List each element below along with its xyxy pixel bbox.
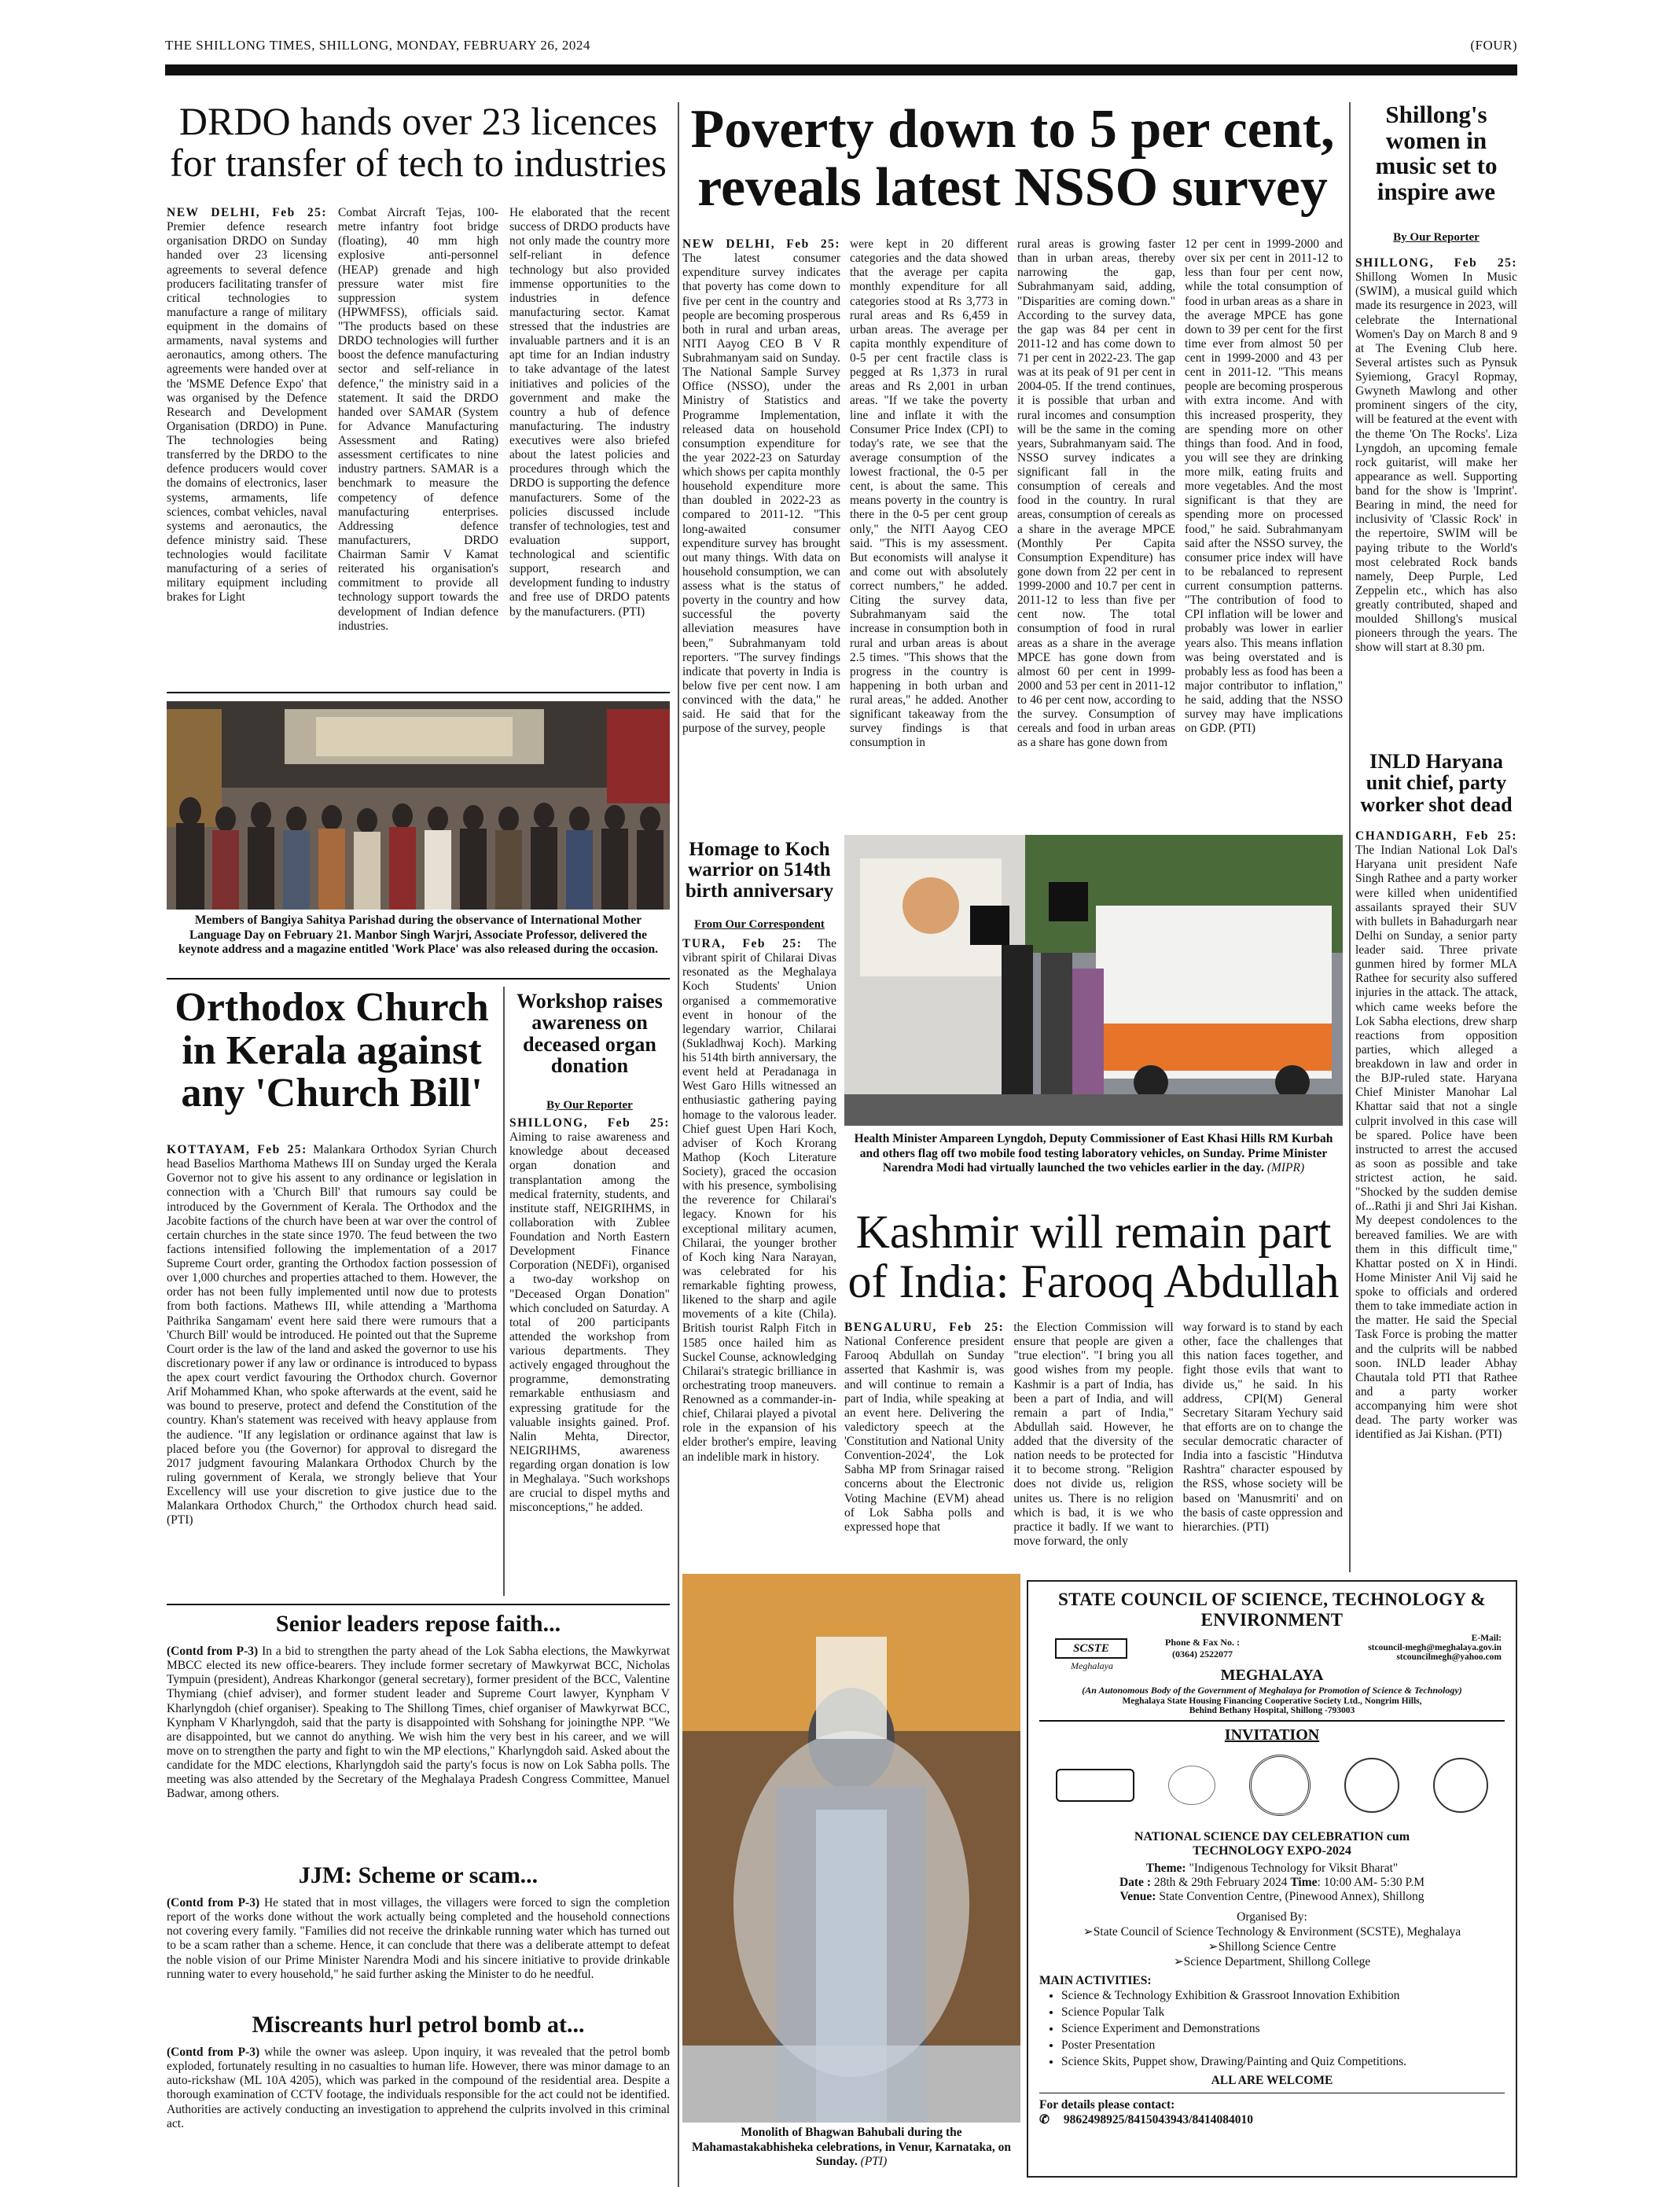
women-headline: Shillong's women in music set to inspire awe: [1375, 101, 1498, 205]
workshop-article: [509, 1116, 670, 1596]
drdo-article: [167, 206, 670, 686]
food-testing-credit: (MIPR): [1266, 1161, 1305, 1175]
scste-logo-text: SCSTE: [1073, 1642, 1109, 1655]
food-testing-caption: [852, 1132, 1335, 1176]
drdo-headline: DRDO hands over 23 licences for transfer of tech to industries: [170, 99, 667, 185]
kashmir-headline: Kashmir will remain part of India: Farooq Abdullah: [847, 1206, 1340, 1307]
miscreants-headline: Miscreants hurl petrol bomb at...: [252, 2012, 585, 2038]
food-testing-vehicles-photo: [844, 835, 1343, 1126]
ad-date: 28th & 29th February 2024: [1153, 1876, 1288, 1889]
senior-headline: Senior leaders repose faith...: [275, 1611, 561, 1637]
kashmir-col1: National Conference president Farooq Abdullah on Sunday asserted that Kashmir is, was and will continue to remain a part of India, while speaking at an event here. Delivering the valedictory speech at the 'Constitution and National Unity Convention-2024', the Lok Sabha MP from Srinagar raised concerns about the Electronic Voting Machine (EVM) ahead of Lok Sabha polls and expressed hope that: [844, 1335, 1005, 1534]
shillong-college-seal-icon: [1433, 1758, 1488, 1813]
ad-time-label: Time: [1290, 1876, 1318, 1889]
ad-logo-row: [1039, 1748, 1505, 1822]
orthodox-dateline: KOTTAYAM, Feb 25:: [167, 1143, 307, 1156]
homage-article: [682, 937, 836, 1550]
ad-activity-item: • Science Skits, Puppet show, Drawing/Painting and Quiz Competitions.: [1061, 2054, 1505, 2071]
ad-email-label: E-Mail:: [1471, 1634, 1502, 1643]
column-rule: [503, 987, 505, 1596]
senior-contd: (Contd from P-3): [167, 1645, 259, 1658]
workshop-dateline: SHILLONG, Feb 25:: [509, 1116, 670, 1130]
inld-dateline: CHANDIGARH, Feb 25:: [1355, 829, 1517, 843]
ad-welcome: ALL ARE WELCOME: [1211, 2073, 1333, 2087]
orthodox-article: [167, 1143, 497, 1595]
bahubali-caption-text: Monolith of Bhagwan Bahubali during the Mahamastakabhisheka celebrations, in Venur, Karnataka, on Sunday.: [692, 2126, 1011, 2169]
section-rule: [167, 692, 670, 693]
homage-body: The vibrant spirit of Chilarai Divas resonated as the Meghalaya Koch Students' Union organised a commemorative event in honour of the legendary warrior, Chilarai (Sukladhwaj Koch). Marking his 514th birth anniversary, the event held at Peradanaga in West Garo Hills witnessed an enthusiastic gathering paying homage to the valorous leader. Chief guest Upen Hari Koch, adviser of Koch Krorang Mathop (Koch Literature Society), graced the occasion with his presence, symbolising the reverence for Chilarai's legacy. Known for his exceptional military acumen, Chilarai, the younger brother of Koch king Nara Narayan, was celebrated for his remarkable fighting prowess, likened to the sharp and agile movements of a kite (Chila). British tourist Ralph Fitch in 1585 once hailed him as Suckel Counse, acknowledging Chilarai's strategic brilliance in orchestrating troop maneuvers. Renowned as a commander-in-chief, Chilarai played a pivotal role in the expansion of his elder brother's empire, leaving an indelible mark in history.: [682, 937, 836, 1464]
miscreants-body: while the owner was asleep. Upon inquiry, it was revealed that the petrol bomb exploded, fortunately resulting in no casualties to human life. However, there was minor damage to an auto-rickshaw (ML 10A 4205), which was parked in the compound of the residential area. Despite a thorough examination of CCTV footage, the individuals responsible for the act could not be identified. Authorities are actively conducting an investigation to apprehend the culprits involved in this criminal act.: [167, 2045, 670, 2130]
ad-theme: "Indigenous Technology for Viksit Bharat": [1189, 1862, 1399, 1875]
photo-graphic: [844, 835, 1343, 1126]
ad-venue-label: Venue:: [1119, 1890, 1156, 1903]
ad-activity-item: • Poster Presentation: [1061, 2038, 1505, 2054]
ad-event-2: TECHNOLOGY EXPO-2024: [1193, 1844, 1351, 1858]
phone-icon: ✆: [1039, 2112, 1050, 2126]
science-centre-seal-icon: [1344, 1758, 1399, 1813]
column-rule: [1349, 102, 1351, 1572]
bangiya-sahitya-photo: [167, 701, 670, 910]
ad-divider: [1039, 1720, 1505, 1722]
section-rule: [167, 1604, 670, 1605]
ad-contact-label: For details please contact:: [1039, 2097, 1175, 2112]
ad-address-1: Meghalaya State Housing Financing Cooperative Society Ltd., Nongrim Hills,: [1122, 1696, 1422, 1706]
drdo-col3: He elaborated that the recent success of DRDO products have not only made the country more self-reliant in defence technology but also provided immense opportunities to the industries in defence manufacturing sector. Kamat stressed that the industries are invaluable partners and it is an apt time for an Indian industry to take advantage of the latest initiatives and policies of the government and make the country a hub of defence manufacturing. The industry executives were also briefed about the latest policies and procedures through which the DRDO is supporting the defence manufacturers. Some of the policies discussed include transfer of technologies, test and evaluation support, technological and scientific support, research and development funding to industry and free use of DRDO patents by the manufacturers. (PTI): [509, 206, 670, 619]
folio-left: THE SHILLONG TIMES, SHILLONG, MONDAY, FEBRUARY 26, 2024: [165, 38, 590, 53]
bahubali-photo: [682, 1574, 1020, 2123]
poverty-article: [682, 237, 1343, 827]
women-article: [1355, 256, 1517, 744]
scste-emblem-icon: [1056, 1769, 1134, 1802]
scste-logo: [1055, 1638, 1127, 1659]
kashmir-col3: way forward is to stand by each other, face the challenges that this nation faces together, and fight those evils that want to divide us," he said. In his address, CPI(M) General Secretary Sitaram Yechury said that efforts are on to change the secular democratic character of India into a fascistic "Hindutva Rashtra" character espoused by the RSS, whose society will be based on 'Manusmriti' and on the basis of caste oppression and hierarchies. (PTI): [1182, 1321, 1343, 1534]
scste-advertisement: [1027, 1580, 1517, 2178]
meghalaya-seal-icon: [1249, 1755, 1311, 1816]
ad-state: MEGHALAYA: [1220, 1667, 1324, 1684]
jjm-body: He stated that in most villages, the villagers were forced to sign the completion report of the works done without the work actually being completed and the household connections not covering every family. "Families did not receive the drinkable running water which has turned out to be a scam rather than a scheme. Hence, it can conclude that there was a deliberate attempt to defeat the noble vision of our Prime Minister Narendra Modi and his sincere initiative to provide drinkable running water to every household," he said further asking the Minister to do he needful.: [167, 1896, 670, 1981]
ad-venue: State Convention Centre, (Pinewood Annex), Shillong: [1159, 1890, 1425, 1903]
inld-headline: INLD Haryana unit chief, party worker shot dead: [1360, 750, 1513, 816]
poverty-col3: rural areas is growing faster than in urban areas, thereby narrowing the gap, Subrahmanyam said, adding, "Disparities are coming down." According to the survey data, the gap was 84 per cent in 2011-12 and has come down to 71 per cent in 2022-23. The gap was at its peak of 91 per cent in 2004-05. If the trend continues, it is possible that urban and rural incomes and consumption will be the same in the coming years, Subrahmanyam said. The NSSO survey indicates a significant fall in the consumption of cereals and food in the country. In rural areas, consumption of cereals as a share in the average MPCE (Monthly Per Capita Consumption Expenditure) has gone down from 22 per cent in 1999-2000 and 10.7 per cent in 2011-12 to less than five per cent now. The total consumption of food in rural areas as a share in the average MPCE has gone down from almost 60 per cent in 1999-2000 and 53 per cent in 2011-12 to 46 per cent now, according to the survey. Consumption of cereals and food in urban areas as a share has gone down from: [1017, 237, 1175, 750]
homage-headline: Homage to Koch warrior on 514th birth anniversary: [685, 839, 834, 902]
women-dateline: SHILLONG, Feb 25:: [1355, 256, 1517, 270]
ad-logo-sub: Meghalaya: [1071, 1660, 1113, 1671]
miscreants-article: [167, 2045, 670, 2183]
drdo-dateline: NEW DELHI, Feb 25:: [167, 206, 327, 219]
section-rule: [167, 978, 670, 980]
food-testing-caption-text: Health Minister Ampareen Lyngdoh, Deputy Commissioner of East Khasi Hills RM Kurbah and others flag off two mobile food testing laboratory vehicles, on Sunday. Prime Minister Narendra Modi had virtually launched the two vehicles earlier in the day.: [854, 1132, 1333, 1175]
ad-title: STATE COUNCIL OF SCIENCE, TECHNOLOGY & ENVIRONMENT: [1058, 1590, 1486, 1630]
jjm-contd: (Contd from P-3): [167, 1896, 260, 1909]
page-folio: [165, 36, 1517, 57]
bahubali-credit: (PTI): [860, 2155, 888, 2169]
ad-organiser-2: ➢Shillong Science Centre: [1208, 1940, 1336, 1954]
senior-body: In a bid to strengthen the party ahead of the Lok Sabha elections, the Mawkyrwat MBCC elected its new office-bearers. They include former secretary of Mawkyrwat BCC, Nicholas Tympuin (president), Andreas Kharkongor (general secretary), former president of the BCC, Valentine Thymiang (chief adviser), and former student leader and Supreme Court lawyer, Kynpham V Kharlyngdoh (chief organiser). Speaking to The Shillong Times, chief organiser of Mawkyrwat BCC, Kynpham V Kharlyngdoh, said that the party is disappointed with Sohshang for joiningthe NPP. "We are disappointed, but we cannot do anything. We wish him the very best in his career, and we will move on to strengthen the party and fight to win the MP elections," Kharlyngdoh said. Asked about the candidate for the MDC elections, Kharlyngdoh said the party's focus is now on Lok Sabha polls. The meeting was also attended by the Secretary of the Meghalaya Pradesh Congress Committee, Manuel Badwar, among others.: [167, 1645, 670, 1801]
kashmir-article: [844, 1321, 1343, 1557]
folio-page-number: (FOUR): [1470, 38, 1517, 53]
senior-article: [167, 1645, 670, 1865]
orthodox-body: Malankara Orthodox Syrian Church head Baselios Marthoma Mathews III on Sunday urged the Kerala Governor not to give his assent to any ordinance or legislation in connection with a 'Church Bill' that rumours say could be introduced by the Government of Kerala. The Orthodox and the Jacobite factions of the church have been at war over the control of certain churches in the state since 1970. The feud between the two factions intensified following the implementation of a 2017 Supreme Court order, granting the Orthodox faction possession of over 1,000 churches and properties attached to them. However, the order has not been fully implemented until now due to protests from both factions. Mathews III, while attending a 'Marthoma Paithrika Sangamam' event here said there were rumours that a 'Church Bill' would be introduced. He pointed out that the Supreme Court order is the law of the land and asked the governor to use his discretionary power if any law or ordinance is introduced to bypass the apex court verdict favouring the Orthodox church. Governor Arif Mohammed Khan, who spoke afterwards at the event, said he was bound to preserve, protect and defend the Constitution of the country. Khan's statement was received with heavy applause from the audience. "If any legislation or ordinance against that law is placed before you (the Governor) for approval to disregard the 2017 judgment favouring Malankara Orthodox Church by the ruling government of Kerala, we strongly believe that Your Excellency will use your discretion to give justice due to the Malankara Orthodox Church," the Orthodox church head said. (PTI): [167, 1143, 497, 1527]
ad-subtitle: (An Autonomous Body of the Government of Meghalaya for Promotion of Science & Technology): [1082, 1685, 1462, 1696]
ad-organiser-3: ➢Science Department, Shillong College: [1173, 1955, 1371, 1968]
workshop-body: Aiming to raise awareness and knowledge about deceased organ donation and transplantation among the medical fraternity, students, and institute staff, NEIGRIHMS, in collaboration with Zublee Foundation and North Eastern Development Finance Corporation (NEDFi), organised a two-day workshop on "Deceased Organ Donation" which concluded on Saturday. A total of 200 participants attended the workshop from various departments. They actively engaged throughout the programme, demonstrating remarkable enthusiasm and expressing gratitude for the valuable insights gained. Prof. Nalin Mehta, Director, NEIGRIHMS, awareness regarding organ donation is low in Meghalaya. "Such workshops are crucial to dispel myths and misconceptions," he added.: [509, 1130, 670, 1515]
ad-event-1: NATIONAL SCIENCE DAY CELEBRATION cum: [1134, 1830, 1410, 1843]
ad-address-2: Behind Bethany Hospital, Shillong -793003: [1189, 1706, 1355, 1715]
jjm-article: [167, 1896, 670, 2010]
poverty-col4: 12 per cent in 1999-2000 and over six per cent in 2011-12 to less than four per cent now, while the total consumption of food in urban areas as a share in the average MPCE has gone down to 39 per cent for the first time ever from almost 50 per cent in 1999-2000 and 43 per cent in 2011-12. "This means people are becoming prosperous with extra income. And with this increased prosperity, they are spending more on other things than food. And in food, you will see they are drinking more milk, eating fruits and more vegetables. And the most significant is that they are spending more on processed food," he said. Subrahmanyam said after the NSSO survey, the consumer price index will have to be rebalanced to represent current consumption patterns. "The contribution of food to CPI inflation will be lower and probably was lower in earlier years also. This means inflation was being overstated and is probably less as food has been a major contributor to inflation," he said, adding that the NSSO survey may have implications on GDP. (PTI): [1185, 237, 1343, 736]
masthead-rule: [165, 64, 1517, 75]
photo-graphic: [682, 1574, 1020, 2123]
drdo-col2: Combat Aircraft Tejas, 100-metre infantry foot bridge (floating), 40 mm high explosive anti-personnel (HEAP) grenade and high pressure water mist fire suppression system (HPWMFSS), officials said. "The products based on these DRDO technologies will further boost the defence manufacturing sector and self-reliance in defence," the ministry said in a statement. It said the DRDO handed over SAMAR (System for Advance Manufacturing Assessment and Rating) assessment certificates to nine industry partners. SAMAR is a benchmark to measure the competency of defence manufacturing enterprises. Addressing defence manufacturers, DRDO Chairman Samir V Kamat reiterated his organisation's commitment to provide all technology support towards the development of Indian defence industries.: [338, 206, 498, 633]
dove-emblem-icon: [1168, 1766, 1215, 1805]
orthodox-headline: Orthodox Church in Kerala against any 'Church Bill': [175, 985, 489, 1116]
inld-article: [1355, 829, 1517, 1560]
ad-contact-numbers: 9862498925/8415043943/8414084010: [1063, 2112, 1253, 2126]
ad-email-1: stcouncil-megh@meghalaya.gov.in: [1368, 1643, 1502, 1652]
workshop-byline: By Our Reporter: [546, 1099, 633, 1112]
ad-phone-label: Phone & Fax No. :: [1165, 1637, 1240, 1648]
drdo-col1: Premier defence research organisation DRDO on Sunday handed over 23 licensing agreements to several defence producers facilitating transfer of critical technologies to manufacture a range of military equipment in the domains of armaments, naval systems and aeronautics, among others. The agreements were handed over at the 'MSME Defence Expo' that was organised by the Defence Research and Development Organisation (DRDO) in Pune. The technologies being transferred by the DRDO to the defence producers would cover the domains of electronics, laser systems, armaments, life sciences, combat vehicles, naval systems and aeronautics, the defence ministry said. These technologies would facilitate manufacturing of a series of military equipment including brakes for Light: [167, 220, 327, 605]
poverty-col2: were kept in 20 different categories and the data showed that the average per capita monthly expenditure for all categories stood at Rs 3,773 in rural areas and Rs 6,459 in urban areas. The average per capita monthly expenditure of 0-5 per cent fractile class is pegged at Rs 1,373 in rural areas and Rs 2,001 in urban areas. "If we take the poverty line and inflate it with the Consumer Price Index (CPI) to today's rate, we see that the average consumption of the lowest fractional, the 0-5 per cent, is about the same. This means poverty in the country is there in the 0-5 per cent group only," the NITI Aayog CEO said. "This is my assessment. But economists will analyse it and come out with absolutely correct numbers," he added. Citing the survey data, Subrahmanyam said the increase in consumption both in rural and urban areas is about 2.5 times. "This shows that the progress in the country is happening in both urban and rural areas," he added. Another significant takeaway from the survey findings is that consumption in: [850, 237, 1008, 750]
ad-date-label: Date :: [1119, 1876, 1151, 1889]
homage-byline: From Our Correspondent: [694, 918, 825, 931]
poverty-headline: Poverty down to 5 per cent, reveals latest NSSO survey: [690, 99, 1335, 218]
ad-activity-item: • Science & Technology Exhibition & Grassroot Innovation Exhibition: [1061, 1988, 1505, 2005]
ad-invitation: INVITATION: [1224, 1726, 1320, 1744]
ad-organiser-1: ➢State Council of Science Technology & Environment (SCSTE), Meghalaya: [1083, 1925, 1461, 1939]
bangiya-sahitya-caption: Members of Bangiya Sahitya Parishad during the observance of International Mother Language Day on February 21. Manbor Singh Warjri, Associate Professor, delivered the keynote address and a magazine entitled 'Work Place' was also released during the occasion.: [178, 913, 658, 957]
inld-body: The Indian National Lok Dal's Haryana unit president Nafe Singh Rathee and a party worker were killed when unidentified assailants sprayed their SUV with bullets in Bahadurgarh near Delhi on Sunday, a senior party leader said. Three private gunmen hired by former MLA Rathee for security also suffered injuries in the attack. The attack, which came weeks before the Lok Sabha elections, drew sharp reactions from opposition parties, which alleged a breakdown in law and order in the BJP-ruled state. Haryana Chief Minister Manohar Lal Khattar said that not a single culprit involved in this case will be spared. Police have been instructed to arrest the accused as soon as possible and take strictest action, he said. "Shocked by the sudden demise of...Rathi ji and Shri Jai Kishan. My deepest condolences to the bereaved families. We are with them in this difficult time," Khattar posted on X in Hindi. Home Minister Anil Vij said he spoke to officials and ordered them to take immediate action in the matter. He said the Special Task Force is probing the matter and the culprits will be nabbed soon. INLD leader Abhay Chautala told PTI that Rathee and a party worker accompanying him were shot dead. The party worker was identified as Jai Kishan. (PTI): [1355, 844, 1517, 1442]
ad-activities-label: MAIN ACTIVITIES:: [1039, 1974, 1152, 1987]
women-body: Shillong Women In Music (SWIM), a musical guild which made its resurgence in 2023, will celebrate the International Women's Day on March 8 and 9 at The Evening Club here. Several artistes such as Pynsuk Syiemiong, Gracyl Ropmay, Gwyneth Mawlong and other prominent singers of the city, will be featured at the event with the theme 'On The Rocks'. Liza Lyngdoh, an upcoming female rock guitarist, will make her appearance as well. Supporting band for the show is 'Imprint'. Bearing in mind, the need for inclusivity of 'Classic Rock' in the repertoire, SWIM will be paying tribute to the World's most celebrated Rock bands namely, Deep Purple, Led Zeppelin etc., which has also greatly contributed, shaped and moulded Shillong's musical pioneers through the years. The show will start at 8.30 pm.: [1355, 270, 1517, 655]
bahubali-caption: [690, 2126, 1013, 2170]
poverty-col1: The latest consumer expenditure survey indicates that poverty has come down to five per cent in the country and people are becoming prosperous both in rural and urban areas, NITI Aayog CEO B V R Subrahmanyam said on Sunday. The National Sample Survey Office (NSSO), under the Ministry of Statistics and Programme Implementation, released data on household consumption expenditure for the year 2022-23 on Saturday which shows per capita monthly household expenditure more than doubled in 2022-23 as compared to 2011-12. "This long-awaited consumer expenditure survey has brought out many things. With data on household consumption, we can assess what is the status of poverty in the country and how successful the poverty alleviation measures have been," Subrahmanyam told reporters. "The survey findings indicate that poverty in India is below five per cent now. I am convinced with the data," he said. He said that for the purpose of the survey, people: [682, 252, 841, 736]
workshop-headline: Workshop raises awareness on deceased organ donation: [516, 990, 663, 1077]
jjm-headline: JJM: Scheme or scam...: [298, 1862, 539, 1888]
kashmir-dateline: BENGALURU, Feb 25:: [844, 1321, 1005, 1334]
ad-activity-item: • Science Experiment and Demonstrations: [1061, 2021, 1505, 2038]
kashmir-col2: the Election Commission will ensure that people are given a "true election". "I bring you all good wishes from my people. Kashmir is a part of India, has been a part of India, and will remain a part of India," Abdullah said. However, he added that the diversity of the nation needs to be protected for it to become strong. "Religion does not divide us, religion unites us. There is no religion which is bad, it is we who practice it badly. If we want to move forward, the only: [1013, 1321, 1174, 1548]
poverty-dateline: NEW DELHI, Feb 25:: [682, 237, 840, 251]
ad-activities-list: [1061, 1988, 1505, 2071]
ad-phone: (0364) 2522077: [1172, 1649, 1233, 1660]
ad-theme-label: Theme:: [1145, 1862, 1186, 1875]
miscreants-contd: (Contd from P-3): [167, 2045, 260, 2059]
ad-activity-item: • Science Popular Talk: [1061, 2005, 1505, 2021]
ad-email-2: stcouncilmegh@yahoo.com: [1396, 1652, 1502, 1662]
homage-dateline: TURA, Feb 25:: [682, 937, 803, 950]
photo-graphic: [167, 701, 670, 910]
ad-organised-label: Organised By:: [1237, 1910, 1307, 1924]
ad-time: : 10:00 AM- 5:30 P.M: [1317, 1876, 1425, 1889]
women-byline: By Our Reporter: [1393, 231, 1480, 244]
column-rule: [678, 102, 679, 2187]
